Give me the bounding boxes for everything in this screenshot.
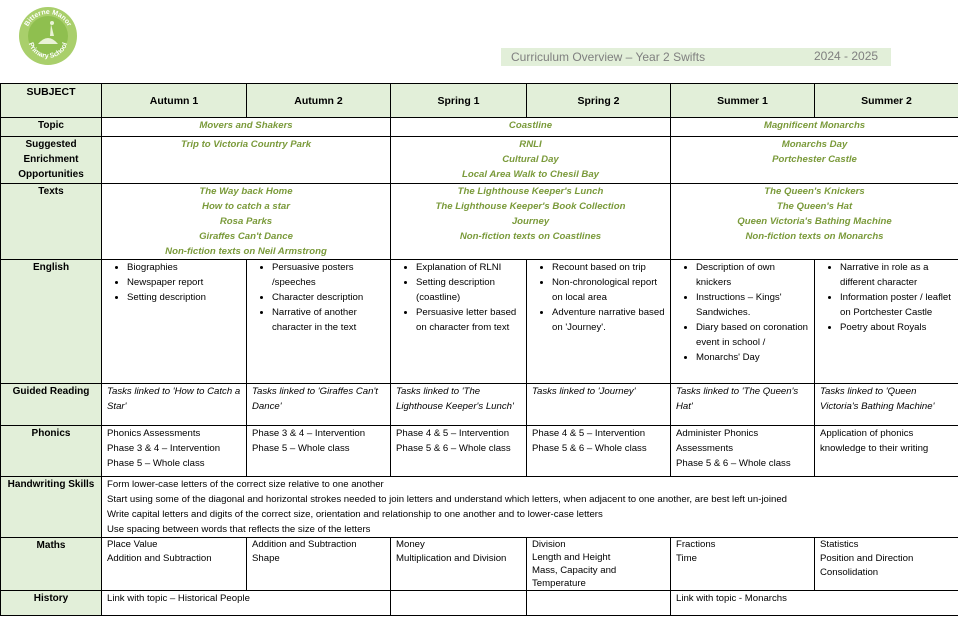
row-label: Phonics bbox=[1, 426, 102, 477]
texts-autumn: The Way back Home How to catch a star Rosa Parks Giraffes Can't Dance Non-fiction texts on Neil Armstrong bbox=[102, 184, 391, 260]
phonics-cell: Phase 3 & 4 – Intervention Phase 5 – Whole class bbox=[247, 426, 391, 477]
handwriting-row bbox=[1, 477, 958, 538]
guided-reading-cell: Tasks linked to 'How to Catch a Star' bbox=[102, 384, 247, 426]
guided-reading-cell: Tasks linked to 'Queen Victoria's Bathing Machine' bbox=[815, 384, 958, 426]
enrichment-spring: RNLI Cultural Day Local Area Walk to Chesil Bay bbox=[391, 137, 671, 184]
topic-autumn: Movers and Shakers bbox=[102, 118, 391, 137]
history-autumn: Link with topic – Historical People bbox=[102, 591, 391, 616]
texts-row bbox=[1, 184, 958, 260]
phonics-cell: Phonics Assessments Phase 3 & 4 – Intervention Phase 5 – Whole class bbox=[102, 426, 247, 477]
english-row bbox=[1, 260, 958, 384]
school-logo bbox=[18, 6, 78, 66]
english-summer-1: • Description of own knickers • Instructions – Kings' Sandwiches. • Diary based on coronation event in school / • Monarchs' Day bbox=[671, 260, 815, 384]
texts-spring: The Lighthouse Keeper's Lunch The Lighthouse Keeper's Book Collection Journey Non-fiction texts on Coastlines bbox=[391, 184, 671, 260]
topic-spring: Coastline bbox=[391, 118, 671, 137]
row-label: History bbox=[1, 591, 102, 616]
page-title: Curriculum Overview – Year 2 Swifts bbox=[511, 50, 706, 64]
col-summer-1: Summer 1 bbox=[671, 84, 815, 118]
col-spring-1: Spring 1 bbox=[391, 84, 527, 118]
row-label: Topic bbox=[1, 118, 102, 137]
english-autumn-2: • Persuasive posters /speeches • Character description • Narrative of another character in the text bbox=[247, 260, 391, 384]
logo-text-bottom: Primary School bbox=[26, 41, 70, 61]
handwriting-cell: Form lower-case letters of the correct size relative to one another Start using some of the diagonal and horizontal strokes needed to join letters and understand which letters, when adjacent to one another, are best left un-joined Write capital letters and digits of the correct size, orientation and relationship to one another and to lower-case letters Use spacing between words that reflects the size of the letters bbox=[102, 477, 958, 538]
enrichment-autumn: Trip to Victoria Country Park bbox=[102, 137, 391, 184]
english-spring-1: • Explanation of RLNI • Setting description (coastline) • Persuasive letter based on character from text bbox=[391, 260, 527, 384]
maths-cell: Fractions Time bbox=[671, 538, 815, 591]
academic-year: 2024 - 2025 bbox=[814, 49, 879, 63]
english-summer-2: • Narrative in role as a different character • Information poster / leaflet on Portchester Castle • Poetry about Royals bbox=[815, 260, 958, 384]
guided-reading-cell: Tasks linked to 'The Lighthouse Keeper's Lunch' bbox=[391, 384, 527, 426]
maths-cell: Money Multiplication and Division bbox=[391, 538, 527, 591]
enrichment-summer: Monarchs Day Portchester Castle bbox=[671, 137, 958, 184]
maths-cell: Addition and Subtraction Shape bbox=[247, 538, 391, 591]
enrichment-row bbox=[1, 137, 958, 184]
header-row bbox=[1, 84, 958, 118]
english-spring-2: • Recount based on trip • Non-chronological report on local area • Adventure narrative based on 'Journey'. bbox=[527, 260, 671, 384]
row-label: English bbox=[1, 260, 102, 384]
texts-summer: The Queen's Knickers The Queen's Hat Queen Victoria's Bathing Machine Non-fiction texts on Monarchs bbox=[671, 184, 958, 260]
history-row bbox=[1, 591, 958, 616]
row-label: Texts bbox=[1, 184, 102, 260]
phonics-row bbox=[1, 426, 958, 477]
curriculum-table bbox=[0, 83, 958, 616]
col-summer-2: Summer 2 bbox=[815, 84, 958, 118]
logo-text-top: Bitterne Manor bbox=[23, 8, 73, 28]
row-label: Handwriting Skills bbox=[1, 477, 102, 538]
col-autumn-1: Autumn 1 bbox=[102, 84, 247, 118]
guided-reading-cell: Tasks linked to 'Journey' bbox=[527, 384, 671, 426]
history-summer: Link with topic - Monarchs bbox=[671, 591, 958, 616]
phonics-cell: Phase 4 & 5 – Intervention Phase 5 & 6 – Whole class bbox=[527, 426, 671, 477]
title-band bbox=[501, 48, 891, 66]
guided-reading-cell: Tasks linked to 'Giraffes Can't Dance' bbox=[247, 384, 391, 426]
maths-cell: Division Length and Height Mass, Capacity and Temperature bbox=[527, 538, 671, 591]
phonics-cell: Administer Phonics Assessments Phase 5 & 6 – Whole class bbox=[671, 426, 815, 477]
col-spring-2: Spring 2 bbox=[527, 84, 671, 118]
maths-cell: Place Value Addition and Subtraction bbox=[102, 538, 247, 591]
row-label: Guided Reading bbox=[1, 384, 102, 426]
history-spring-2 bbox=[527, 591, 671, 616]
col-autumn-2: Autumn 2 bbox=[247, 84, 391, 118]
maths-row bbox=[1, 538, 958, 591]
row-label: Suggested Enrichment Opportunities bbox=[1, 137, 102, 184]
maths-cell: Statistics Position and Direction Consolidation bbox=[815, 538, 958, 591]
col-subject: SUBJECT bbox=[1, 84, 102, 118]
row-label: Maths bbox=[1, 538, 102, 591]
guided-reading-cell: Tasks linked to 'The Queen's Hat' bbox=[671, 384, 815, 426]
guided-reading-row bbox=[1, 384, 958, 426]
phonics-cell: Application of phonics knowledge to their writing bbox=[815, 426, 958, 477]
phonics-cell: Phase 4 & 5 – Intervention Phase 5 & 6 – Whole class bbox=[391, 426, 527, 477]
topic-row bbox=[1, 118, 958, 137]
topic-summer: Magnificent Monarchs bbox=[671, 118, 958, 137]
history-spring-1 bbox=[391, 591, 527, 616]
english-autumn-1: • Biographies • Newspaper report • Setting description bbox=[102, 260, 247, 384]
